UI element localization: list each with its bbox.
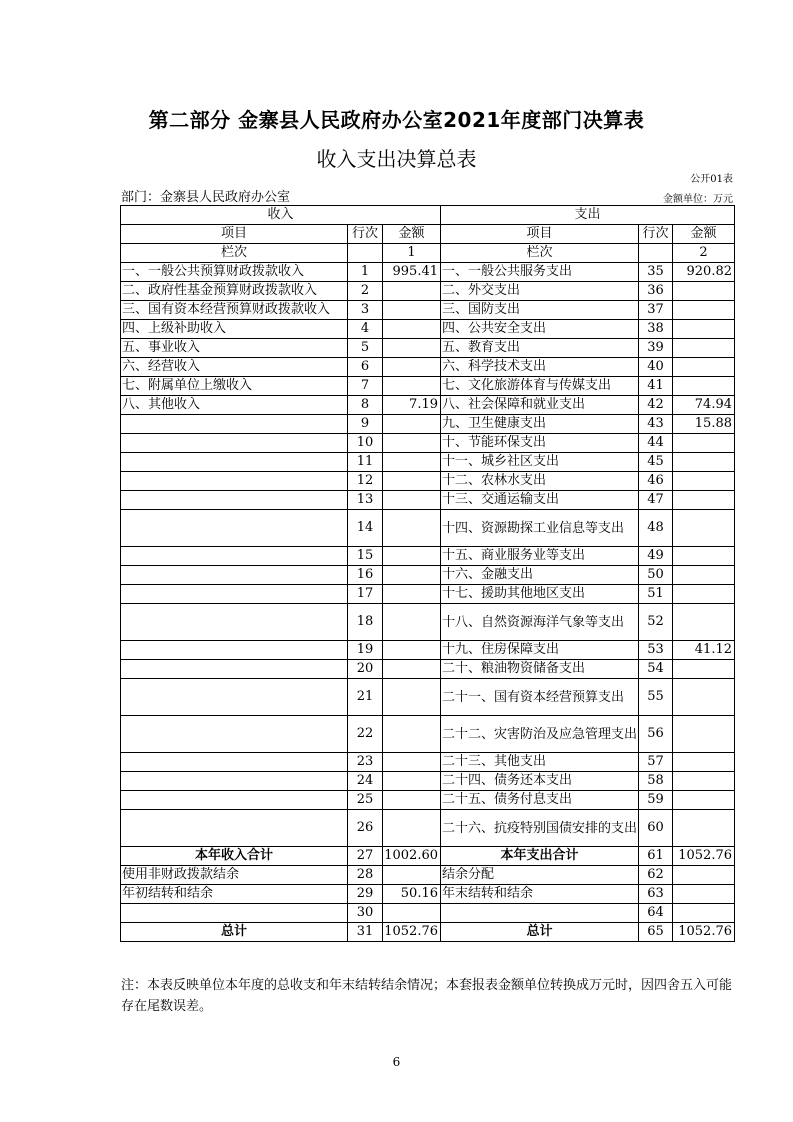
expense-item-cell: 二十五、债务付息支出 [441,791,639,810]
expense-item-cell: 本年支出合计 [441,847,639,866]
income-item-cell: 五、事业收入 [121,339,348,358]
expense-row-no-cell: 55 [639,679,673,716]
expense-row-no-cell: 60 [639,810,673,847]
income-column-label: 栏次 [121,244,348,263]
expense-item-cell: 十五、商业服务业等支出 [441,547,639,566]
expense-column-number: 2 [673,244,735,263]
expense-item-cell: 二十三、其他支出 [441,753,639,772]
income-item-cell [121,716,348,753]
expense-item-cell: 六、科学技术支出 [441,358,639,377]
expense-item-header: 项目 [441,225,639,244]
expense-row-no-cell: 61 [639,847,673,866]
income-item-cell [121,566,348,585]
table-row [121,679,735,716]
income-amount-cell [383,547,441,566]
income-column-number: 1 [383,244,441,263]
income-amount-cell [383,904,441,923]
expense-item-cell: 年末结转和结余 [441,885,639,904]
table-row [121,847,735,866]
income-row-no-cell: 23 [348,753,383,772]
expense-row-no-cell: 42 [639,396,673,415]
income-row-no-cell: 26 [348,810,383,847]
expense-column-label: 栏次 [441,244,639,263]
income-item-cell [121,753,348,772]
expense-item-cell: 八、社会保障和就业支出 [441,396,639,415]
income-amount-cell [383,772,441,791]
expense-amount-cell [673,585,735,604]
expense-item-cell: 十七、援助其他地区支出 [441,585,639,604]
income-item-cell [121,547,348,566]
income-row-no-cell: 21 [348,679,383,716]
empty-cell [639,244,673,263]
income-row-no-cell: 2 [348,282,383,301]
expense-item-cell: 五、教育支出 [441,339,639,358]
expense-amount-cell [673,453,735,472]
table-row [121,301,735,320]
expense-amount-cell [673,810,735,847]
income-row-no-cell: 10 [348,434,383,453]
table-row [121,753,735,772]
income-row-no-header: 行次 [348,225,383,244]
department-label: 部门：金寨县人民政府办公室 [121,190,291,205]
expense-row-no-cell: 57 [639,753,673,772]
income-amount-cell [383,641,441,660]
income-item-cell: 本年收入合计 [121,847,348,866]
income-row-no-cell: 29 [348,885,383,904]
income-item-cell [121,415,348,434]
income-row-no-cell: 5 [348,339,383,358]
expense-item-cell: 二十四、债务还本支出 [441,772,639,791]
income-row-no-cell: 12 [348,472,383,491]
income-amount-cell [383,660,441,679]
expense-amount-cell [673,566,735,585]
income-item-cell [121,510,348,547]
expense-row-no-cell: 52 [639,604,673,641]
income-expense-table [120,205,735,942]
income-row-no-cell: 13 [348,491,383,510]
income-item-cell: 八、其他收入 [121,396,348,415]
income-item-cell: 使用非财政拨款结余 [121,866,348,885]
income-amount-cell [383,510,441,547]
income-row-no-cell: 11 [348,453,383,472]
expense-amount-cell: 41.12 [673,641,735,660]
income-amount-cell [383,791,441,810]
unit-label: 金额单位：万元 [663,194,733,205]
income-item-cell: 三、国有资本经营预算财政拨款收入 [121,301,348,320]
expense-item-cell: 三、国防支出 [441,301,639,320]
income-row-no-cell: 1 [348,263,383,282]
expense-item-cell [441,904,639,923]
table-row [121,585,735,604]
expense-row-no-cell: 50 [639,566,673,585]
income-row-no-cell: 28 [348,866,383,885]
income-amount-cell [383,339,441,358]
income-header: 收入 [121,206,441,225]
table-row [121,904,735,923]
expense-amount-cell [673,434,735,453]
table-row [121,263,735,282]
income-item-cell: 二、政府性基金预算财政拨款收入 [121,282,348,301]
income-item-cell [121,472,348,491]
expense-amount-cell [673,547,735,566]
income-row-no-cell: 16 [348,566,383,585]
expense-item-cell: 十一、城乡社区支出 [441,453,639,472]
expense-amount-cell [673,339,735,358]
income-row-no-cell: 17 [348,585,383,604]
income-row-no-cell: 19 [348,641,383,660]
expense-row-no-cell: 56 [639,716,673,753]
table-row [121,923,735,942]
table-row [121,434,735,453]
income-amount-header: 金额 [383,225,441,244]
expense-row-no-cell: 62 [639,866,673,885]
expense-item-cell: 结余分配 [441,866,639,885]
expense-item-cell: 十九、住房保障支出 [441,641,639,660]
income-row-no-cell: 27 [348,847,383,866]
expense-header: 支出 [441,206,735,225]
income-row-no-cell: 24 [348,772,383,791]
income-item-header: 项目 [121,225,348,244]
income-amount-cell [383,810,441,847]
table-row [121,660,735,679]
expense-row-no-cell: 64 [639,904,673,923]
table-row [121,415,735,434]
expense-amount-cell [673,866,735,885]
income-row-no-cell: 9 [348,415,383,434]
expense-row-no-cell: 54 [639,660,673,679]
expense-amount-cell [673,510,735,547]
expense-amount-cell [673,377,735,396]
expense-item-cell: 二十二、灾害防治及应急管理支出 [441,716,639,753]
table-row [121,885,735,904]
expense-row-no-cell: 58 [639,772,673,791]
table-row [121,772,735,791]
expense-amount-cell [673,320,735,339]
income-row-no-cell: 15 [348,547,383,566]
income-item-cell: 四、上级补助收入 [121,320,348,339]
expense-row-no-cell: 41 [639,377,673,396]
expense-amount-cell [673,679,735,716]
page-title: 第二部分 金寨县人民政府办公室2021年度部门决算表 [148,108,645,132]
income-item-cell [121,679,348,716]
income-item-cell: 六、经营收入 [121,358,348,377]
income-row-no-cell: 6 [348,358,383,377]
expense-amount-cell [673,716,735,753]
income-amount-cell [383,491,441,510]
table-subtitle: 收入支出决算总表 [316,147,477,171]
expense-item-cell: 十四、资源勘探工业信息等支出 [441,510,639,547]
expense-amount-cell [673,358,735,377]
expense-row-no-cell: 47 [639,491,673,510]
expense-item-cell: 总计 [441,923,639,942]
column-label-row [121,244,735,263]
expense-amount-cell [673,301,735,320]
table-row [121,604,735,641]
income-amount-cell: 1052.76 [383,923,441,942]
expense-row-no-cell: 37 [639,301,673,320]
column-header-row [121,225,735,244]
income-item-cell: 七、附属单位上缴收入 [121,377,348,396]
expense-amount-cell [673,885,735,904]
expense-row-no-cell: 65 [639,923,673,942]
empty-cell [348,244,383,263]
income-amount-cell [383,377,441,396]
income-amount-cell [383,585,441,604]
income-item-cell [121,772,348,791]
expense-row-no-cell: 53 [639,641,673,660]
income-row-no-cell: 25 [348,791,383,810]
expense-item-cell: 二十六、抗疫特别国债安排的支出 [441,810,639,847]
expense-item-cell: 九、卫生健康支出 [441,415,639,434]
expense-row-no-cell: 48 [639,510,673,547]
expense-item-cell: 一、一般公共服务支出 [441,263,639,282]
income-amount-cell: 50.16 [383,885,441,904]
expense-item-cell: 十、节能环保支出 [441,434,639,453]
expense-amount-cell [673,904,735,923]
income-amount-cell [383,679,441,716]
income-row-no-cell: 20 [348,660,383,679]
table-row [121,510,735,547]
expense-row-no-cell: 49 [639,547,673,566]
income-amount-cell [383,301,441,320]
page-number: 6 [392,1055,401,1069]
income-item-cell [121,810,348,847]
expense-amount-cell: 1052.76 [673,923,735,942]
expense-item-cell: 二、外交支出 [441,282,639,301]
income-amount-cell: 7.19 [383,396,441,415]
income-amount-cell [383,753,441,772]
expense-item-cell: 七、文化旅游体育与传媒支出 [441,377,639,396]
income-amount-cell [383,472,441,491]
income-item-cell [121,434,348,453]
income-row-no-cell: 30 [348,904,383,923]
expense-item-cell: 二十一、国有资本经营预算支出 [441,679,639,716]
table-row [121,547,735,566]
expense-row-no-header: 行次 [639,225,673,244]
table-row [121,716,735,753]
table-row [121,320,735,339]
expense-amount-cell [673,282,735,301]
expense-item-cell: 十二、农林水支出 [441,472,639,491]
income-row-no-cell: 14 [348,510,383,547]
table-row [121,810,735,847]
expense-item-cell: 十八、自然资源海洋气象等支出 [441,604,639,641]
income-item-cell [121,585,348,604]
expense-amount-cell: 1052.76 [673,847,735,866]
table-row [121,791,735,810]
expense-row-no-cell: 40 [639,358,673,377]
income-amount-cell [383,282,441,301]
expense-amount-cell [673,604,735,641]
income-row-no-cell: 31 [348,923,383,942]
income-row-no-cell: 3 [348,301,383,320]
expense-row-no-cell: 46 [639,472,673,491]
table-row [121,339,735,358]
expense-item-cell: 十六、金融支出 [441,566,639,585]
income-item-cell [121,660,348,679]
income-item-cell [121,604,348,641]
income-amount-cell [383,434,441,453]
table-row [121,396,735,415]
expense-row-no-cell: 51 [639,585,673,604]
income-amount-cell [383,566,441,585]
table-row [121,491,735,510]
income-amount-cell [383,415,441,434]
income-amount-cell [383,604,441,641]
expense-row-no-cell: 44 [639,434,673,453]
table-body [121,263,735,942]
table-row [121,866,735,885]
income-amount-cell [383,453,441,472]
income-row-no-cell: 4 [348,320,383,339]
expense-row-no-cell: 43 [639,415,673,434]
expense-amount-cell [673,791,735,810]
expense-amount-cell [673,491,735,510]
expense-amount-cell [673,472,735,491]
income-amount-cell [383,716,441,753]
expense-amount-header: 金额 [673,225,735,244]
income-item-cell [121,904,348,923]
expense-row-no-cell: 38 [639,320,673,339]
table-row [121,282,735,301]
expense-amount-cell [673,772,735,791]
expense-amount-cell [673,660,735,679]
table-note: 注：本表反映单位本年度的总收支和年末结转结余情况；本套报表金额单位转换成万元时，因四舍五入可能存在尾数误差。 [121,978,733,1014]
expense-row-no-cell: 35 [639,263,673,282]
income-item-cell: 总计 [121,923,348,942]
income-row-no-cell: 22 [348,716,383,753]
table-code: 公开01表 [690,174,733,185]
income-item-cell [121,791,348,810]
income-amount-cell [383,320,441,339]
expense-row-no-cell: 39 [639,339,673,358]
income-row-no-cell: 8 [348,396,383,415]
expense-row-no-cell: 63 [639,885,673,904]
income-item-cell: 一、一般公共预算财政拨款收入 [121,263,348,282]
income-item-cell [121,641,348,660]
expense-item-cell: 二十、粮油物资储备支出 [441,660,639,679]
table-row [121,358,735,377]
table-row [121,453,735,472]
income-item-cell [121,453,348,472]
income-amount-cell [383,358,441,377]
expense-row-no-cell: 59 [639,791,673,810]
income-row-no-cell: 18 [348,604,383,641]
expense-row-no-cell: 45 [639,453,673,472]
expense-amount-cell: 15.88 [673,415,735,434]
income-amount-cell: 1002.60 [383,847,441,866]
table-row [121,641,735,660]
income-amount-cell [383,866,441,885]
income-row-no-cell: 7 [348,377,383,396]
income-amount-cell: 995.41 [383,263,441,282]
expense-item-cell: 十三、交通运输支出 [441,491,639,510]
section-header-row [121,206,735,225]
table-row [121,566,735,585]
income-item-cell: 年初结转和结余 [121,885,348,904]
income-item-cell [121,491,348,510]
expense-row-no-cell: 36 [639,282,673,301]
expense-item-cell: 四、公共安全支出 [441,320,639,339]
expense-amount-cell [673,753,735,772]
expense-amount-cell: 920.82 [673,263,735,282]
table-row [121,377,735,396]
expense-amount-cell: 74.94 [673,396,735,415]
table-row [121,472,735,491]
